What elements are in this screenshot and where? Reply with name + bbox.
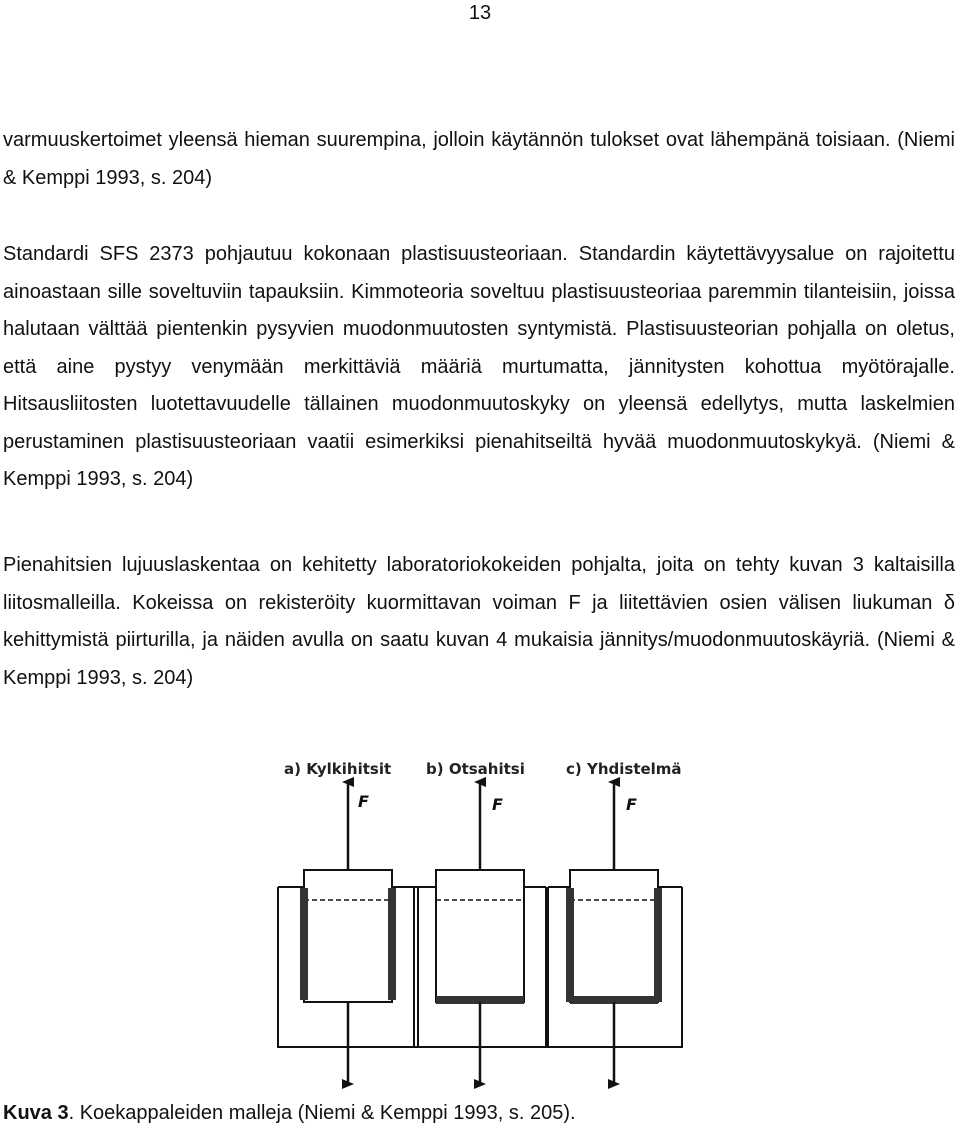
force-label-a: F	[358, 792, 369, 811]
label-b: b) Otsahitsi	[426, 760, 525, 778]
page-number: 13	[468, 2, 492, 24]
label-a: a) Kylkihitsit	[284, 760, 392, 778]
label-c: c) Yhdistelmä	[566, 760, 682, 778]
caption-text: . Koekappaleiden malleja (Niemi & Kemppi 1993, s. 205).	[68, 1102, 576, 1124]
specimen-c	[548, 782, 682, 1084]
paragraph-1: varmuuskertoimet yleensä hieman suurempina, jolloin käytännön tulokset ovat lähempänä toisiaan. (Niemi & Kemppi 1993, s. 204)	[3, 129, 955, 189]
weld-specimen-diagram	[270, 752, 690, 1097]
specimen-b	[414, 782, 546, 1084]
caption-label: Kuva 3	[3, 1102, 69, 1124]
force-label-b: F	[492, 795, 503, 814]
paragraph-3: Pienahitsien lujuuslaskentaa on kehitetty laboratoriokokeiden pohjalta, joita on tehty kuvan 3 kaltaisilla liitosmalleilla. Kokeissa on rekisteröity kuormittavan voiman F ja liitettävien osien välisen liukuman δ kehittymistä piirturilla, ja näiden avulla on saatu kuvan 4 mukaisia jännitys/muodonmuutoskäyriä. (Niemi & Kemppi 1993, s. 204)	[3, 554, 955, 689]
specimen-a	[278, 782, 418, 1084]
weld-specimen-figure	[270, 752, 690, 1097]
force-label-c: F	[626, 795, 637, 814]
paragraph-2: Standardi SFS 2373 pohjautuu kokonaan plastisuusteoriaan. Standardin käytettävyysalue on rajoitettu ainoastaan sille soveltuviin tapauksiin. Kimmoteoria soveltuu plastisuusteoriaa paremmin tilanteisiin, joissa halutaan välttää pientenkin pysyvien muodonmuutosten syntymistä. Plastisuusteorian pohjalla on oletus, että aine pystyy venymään merkittäviä määriä murtumatta, jännitysten kohottua myötörajalle. Hitsausliitosten luotettavuudelle tällainen muodonmuutoskyky on yleensä edellytys, mutta laskelmien perustaminen plastisuusteoriaan vaatii esimerkiksi pienahitseiltä hyvää muodonmuutoskykyä. (Niemi & Kemppi 1993, s. 204)	[3, 243, 955, 490]
figure-caption	[3, 1098, 576, 1128]
